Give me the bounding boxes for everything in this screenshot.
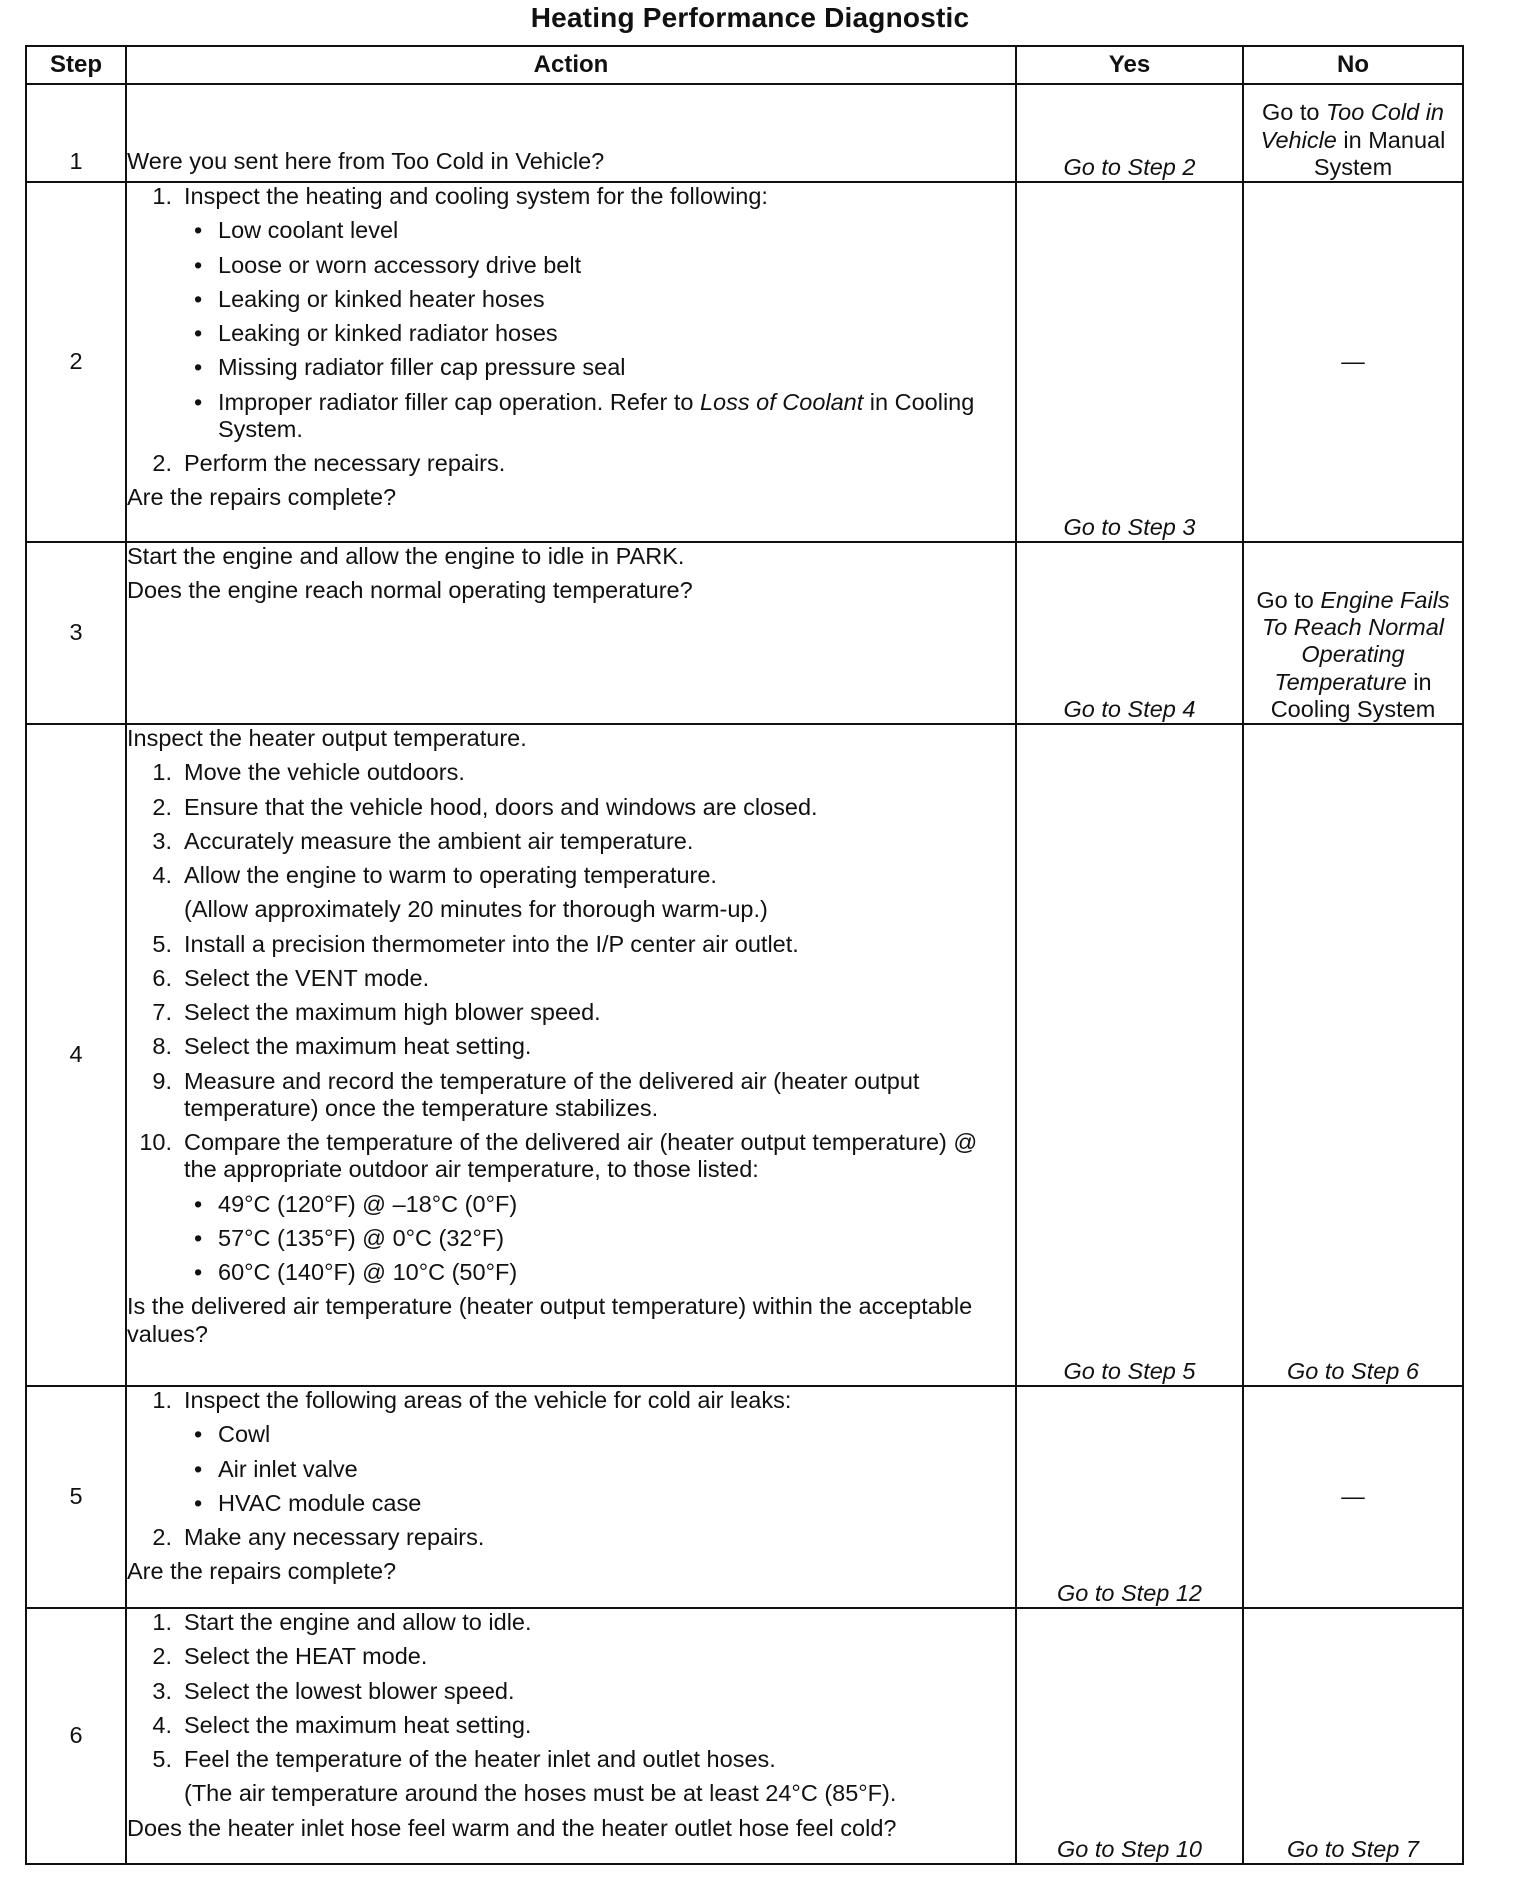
question: Are the repairs complete? (127, 484, 397, 511)
list-item: 2. Make any necessary repairs. (152, 1524, 485, 1550)
step-number: 2 (26, 182, 126, 542)
bullet-item: • 49°C (120°F) @ –18°C (0°F) (194, 1190, 518, 1217)
list-note: (Allow approximately 20 minutes for thorough warm-up.) (184, 896, 768, 923)
yes-cell: Go to Step 3 (1016, 182, 1243, 542)
list-item: 7. Select the maximum high blower speed. (152, 999, 601, 1025)
table-row-step-5 (26, 1386, 1463, 1608)
list-item: 2. Perform the necessary repairs. (152, 450, 506, 476)
no-cell: Go to Step 6 (1243, 724, 1463, 1386)
table-row-step-4 (26, 724, 1463, 1386)
yes-cell: Go to Step 2 (1016, 84, 1243, 182)
list-item: 4. Select the maximum heat setting. (152, 1711, 532, 1738)
header-action: Action (126, 46, 1016, 84)
list-item: 8. Select the maximum heat setting. (152, 1033, 532, 1060)
bullet-item: • HVAC module case (194, 1489, 422, 1516)
action-cell (126, 1386, 1016, 1608)
action-cell (126, 542, 1016, 724)
table-row-step-6 (26, 1608, 1463, 1864)
reference-link: Loss of Coolant (699, 388, 864, 415)
bullet-item: • Missing radiator filler cap pressure seal (194, 354, 626, 381)
list-item: 3. Accurately measure the ambient air temperature. (152, 827, 694, 854)
list-item: 5. Feel the temperature of the heater inlet and outlet hoses. (152, 1746, 776, 1772)
no-cell (1243, 84, 1463, 182)
diagnostic-table (25, 45, 1464, 1865)
instruction-line: Inspect the heater output temperature. (127, 725, 527, 751)
list-item: 5. Install a precision thermometer into the I/P center air outlet. (152, 930, 799, 957)
list-item: 2. Select the HEAT mode. (152, 1643, 428, 1670)
list-item: 1. Move the vehicle outdoors. (152, 759, 465, 786)
no-ref-link: Engine Fails To Reach Normal Operating Temperature (1262, 586, 1450, 695)
question: Is the delivered air temperature (heater output temperature) within the acceptable values? (127, 1293, 973, 1347)
table-row-step-2 (26, 182, 1463, 542)
action-cell (126, 182, 1016, 542)
list-item: 9. Measure and record the temperature of the delivered air (heater output temperature) once the temperature stabilizes. (152, 1067, 920, 1121)
list-item: 10. Compare the temperature of the delivered air (heater output temperature) @ the appropriate outdoor air temperature, to those listed: (139, 1129, 978, 1183)
no-cell: Go to Step 7 (1243, 1608, 1463, 1864)
list-item: 4. Allow the engine to warm to operating temperature. (152, 862, 717, 888)
table-row-step-3 (26, 542, 1463, 724)
yes-cell: Go to Step 4 (1016, 542, 1243, 724)
action-cell (126, 724, 1016, 1386)
question: Does the heater inlet hose feel warm and the heater outlet hose feel cold? (127, 1814, 897, 1841)
bullet-item: • 60°C (140°F) @ 10°C (50°F) (194, 1259, 518, 1285)
step-number: 6 (26, 1608, 126, 1864)
step-number: 5 (26, 1386, 126, 1608)
bullet-item: • Cowl (194, 1421, 271, 1448)
step-number: 3 (26, 542, 126, 724)
list-item: 1. Start the engine and allow to idle. (152, 1609, 532, 1635)
no-cell: — (1243, 182, 1463, 542)
bullet-item: • Loose or worn accessory drive belt (194, 251, 582, 278)
bullet-item: • 57°C (135°F) @ 0°C (32°F) (194, 1224, 505, 1251)
instruction-line: Start the engine and allow the engine to idle in PARK. (127, 543, 685, 569)
yes-cell: Go to Step 12 (1016, 1386, 1243, 1608)
list-item: 3. Select the lowest blower speed. (152, 1677, 515, 1704)
question: Are the repairs complete? (127, 1558, 397, 1585)
yes-cell: Go to Step 10 (1016, 1608, 1243, 1864)
no-text: in Manual System (1313, 126, 1446, 180)
no-text: in Cooling System (1270, 668, 1436, 722)
action-cell (126, 84, 1016, 182)
header-no: No (1243, 46, 1463, 84)
bullet-item: • Leaking or kinked radiator hoses (194, 320, 558, 346)
page-title: Heating Performance Diagnostic (530, 2, 970, 33)
bullet-item: • Improper radiator filler cap operation. Refer to Loss of Coolant in Cooling System. (194, 388, 975, 442)
list-item: 1. Inspect the heating and cooling system for the following: (152, 183, 768, 209)
list-item: 2. Ensure that the vehicle hood, doors and windows are closed. (152, 793, 818, 820)
no-cell: — (1243, 1386, 1463, 1608)
question: Does the engine reach normal operating temperature? (127, 577, 693, 604)
no-ref-link: Too Cold in Vehicle (1260, 99, 1445, 153)
list-item: 1. Inspect the following areas of the vehicle for cold air leaks: (152, 1387, 792, 1413)
question: Were you sent here from Too Cold in Vehicle? (127, 147, 605, 174)
header-yes: Yes (1016, 46, 1243, 84)
header-step: Step (26, 46, 126, 84)
no-cell (1243, 542, 1463, 724)
bullet-item: • Leaking or kinked heater hoses (194, 285, 545, 312)
list-note: (The air temperature around the hoses must be at least 24°C (85°F). (184, 1780, 897, 1807)
bullet-item: • Low coolant level (194, 217, 399, 244)
list-item: 6. Select the VENT mode. (152, 964, 430, 991)
step-number: 4 (26, 724, 126, 1386)
step-number: 1 (26, 84, 126, 182)
table-row-step-1 (26, 84, 1463, 182)
yes-cell: Go to Step 5 (1016, 724, 1243, 1386)
table-header-row (26, 46, 1463, 84)
no-text: Go to (1256, 586, 1321, 613)
action-cell (126, 1608, 1016, 1864)
no-text: Go to (1261, 99, 1326, 126)
bullet-item: • Air inlet valve (194, 1455, 358, 1482)
